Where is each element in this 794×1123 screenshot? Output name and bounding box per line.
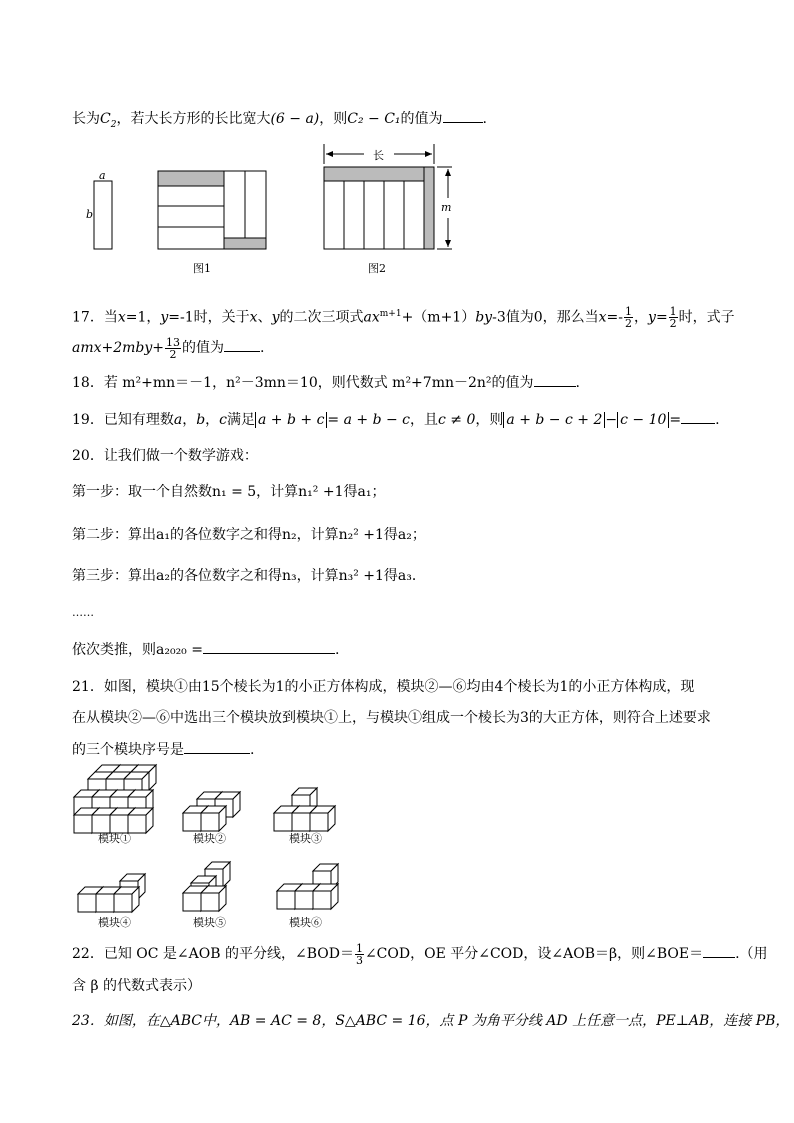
label-b: b bbox=[86, 208, 94, 221]
module-4 bbox=[78, 874, 145, 912]
question-20-title: 20．让我们做一个数学游戏： bbox=[72, 448, 258, 464]
c2-symbol: $C_2$ bbox=[100, 111, 117, 130]
answer-blank[interactable] bbox=[224, 337, 260, 352]
intro-text-4: 的值为 bbox=[400, 111, 443, 127]
answer-blank[interactable] bbox=[703, 943, 735, 958]
label-a: a bbox=[99, 169, 106, 182]
intro-expr: (6 − a) bbox=[270, 111, 320, 127]
question-20-step-3: 第三步：算出a₂的各位数字之和得n₃，计算n₃² +1得a₃． bbox=[72, 568, 426, 584]
small-rect bbox=[94, 181, 112, 249]
intro-text-2: ，若大长方形的长比宽大 bbox=[116, 111, 271, 127]
intro-diff: C₂ − C₁ bbox=[347, 111, 401, 127]
figure-2 bbox=[324, 144, 452, 249]
label-length: 长 bbox=[373, 149, 384, 162]
fraction: $\frac{1}{3}$ bbox=[355, 941, 363, 967]
label-m: m bbox=[441, 201, 452, 214]
question-22-line-2: 含 β 的代数式表示） bbox=[72, 978, 201, 994]
module-2-label: 模块② bbox=[193, 832, 226, 845]
figure-2-caption: 图2 bbox=[368, 262, 386, 275]
module-6-label: 模块⑥ bbox=[289, 916, 322, 929]
answer-blank[interactable] bbox=[534, 372, 576, 387]
figure-1 bbox=[158, 171, 266, 249]
answer-blank[interactable] bbox=[443, 108, 483, 123]
answer-blank[interactable] bbox=[681, 409, 715, 424]
intro-text-1: 长为 bbox=[72, 111, 100, 127]
fraction: $\frac{1}{2}$ bbox=[669, 305, 677, 331]
module-1 bbox=[74, 765, 156, 833]
module-3 bbox=[274, 788, 335, 831]
figure-1-caption: 图1 bbox=[193, 262, 211, 275]
period: . bbox=[482, 111, 487, 127]
answer-blank[interactable] bbox=[203, 639, 335, 654]
rectangle-figures bbox=[0, 140, 794, 280]
question-17-line-1: 17．当x=1，y=-1时，关于x、y的二次三项式$ax^{m+1}+(m+1)by-3$值为0，那么当x=- $\frac{1}{2}$ ，y= $\frac{1}{2}$ 时，式子 bbox=[72, 305, 735, 331]
question-20-step-2: 第二步：算出a₁的各位数字之和得n₂，计算n₂² +1得a₂； bbox=[72, 527, 426, 543]
question-17-line-2: amx+2mby+ $\frac{13}{2}$ 的值为 . bbox=[72, 335, 265, 361]
question-22-line-1: 22．已知 OC 是∠AOB 的平分线，∠BOD＝ $\frac{1}{3}$ ∠COD，OE 平分∠COD，设∠AOB＝β，则∠BOE＝ .（用 bbox=[72, 941, 768, 967]
module-5-label: 模块⑤ bbox=[193, 916, 226, 929]
module-6 bbox=[277, 864, 338, 909]
question-20-last: 依次类推，则a₂₀₂₀ = . bbox=[72, 639, 339, 660]
question-19: 19．已知有理数a，b，c满足 a + b + c = a + b − c，且c ≠ 0，则 a + b − c + 2 − c − 10 = . bbox=[72, 409, 720, 430]
question-18: 18．若 m²+mn＝－1，n²－3mn＝10，则代数式 m²+7mn－2n²的值为 . bbox=[72, 372, 580, 393]
module-3-label: 模块③ bbox=[289, 832, 322, 845]
cube-modules bbox=[0, 762, 794, 932]
intro-text-3: ，则 bbox=[319, 111, 348, 127]
answer-blank[interactable] bbox=[184, 739, 250, 754]
module-5 bbox=[183, 862, 230, 911]
question-20-step-1: 第一步：取一个自然数n₁ = 5，计算n₁² +1得a₁； bbox=[72, 484, 386, 500]
question-23: 23．如图，在△ABC中，AB = AC = 8，S△ABC = 16，点 P 为角平分线 AD 上任意一点，PE⊥AB，连接 PB， bbox=[72, 1013, 790, 1029]
module-4-label: 模块④ bbox=[98, 916, 131, 929]
question-21-line-2: 在从模块②—⑥中选出三个模块放到模块①上，与模块①组成一个棱长为3的大正方体，则符合上述要求 bbox=[72, 710, 711, 726]
module-2 bbox=[183, 792, 240, 831]
intro-line bbox=[72, 108, 487, 135]
fraction: $\frac{13}{2}$ bbox=[166, 335, 181, 361]
fraction: $\frac{1}{2}$ bbox=[625, 305, 633, 331]
ellipsis: …… bbox=[72, 606, 94, 619]
question-21-line-3: 的三个模块序号是 . bbox=[72, 739, 254, 760]
module-1-label: 模块① bbox=[98, 832, 131, 845]
question-21-line-1: 21．如图，模块①由15个棱长为1的小正方体构成，模块②—⑥均由4个棱长为1的小正方体构成，现 bbox=[72, 679, 695, 695]
